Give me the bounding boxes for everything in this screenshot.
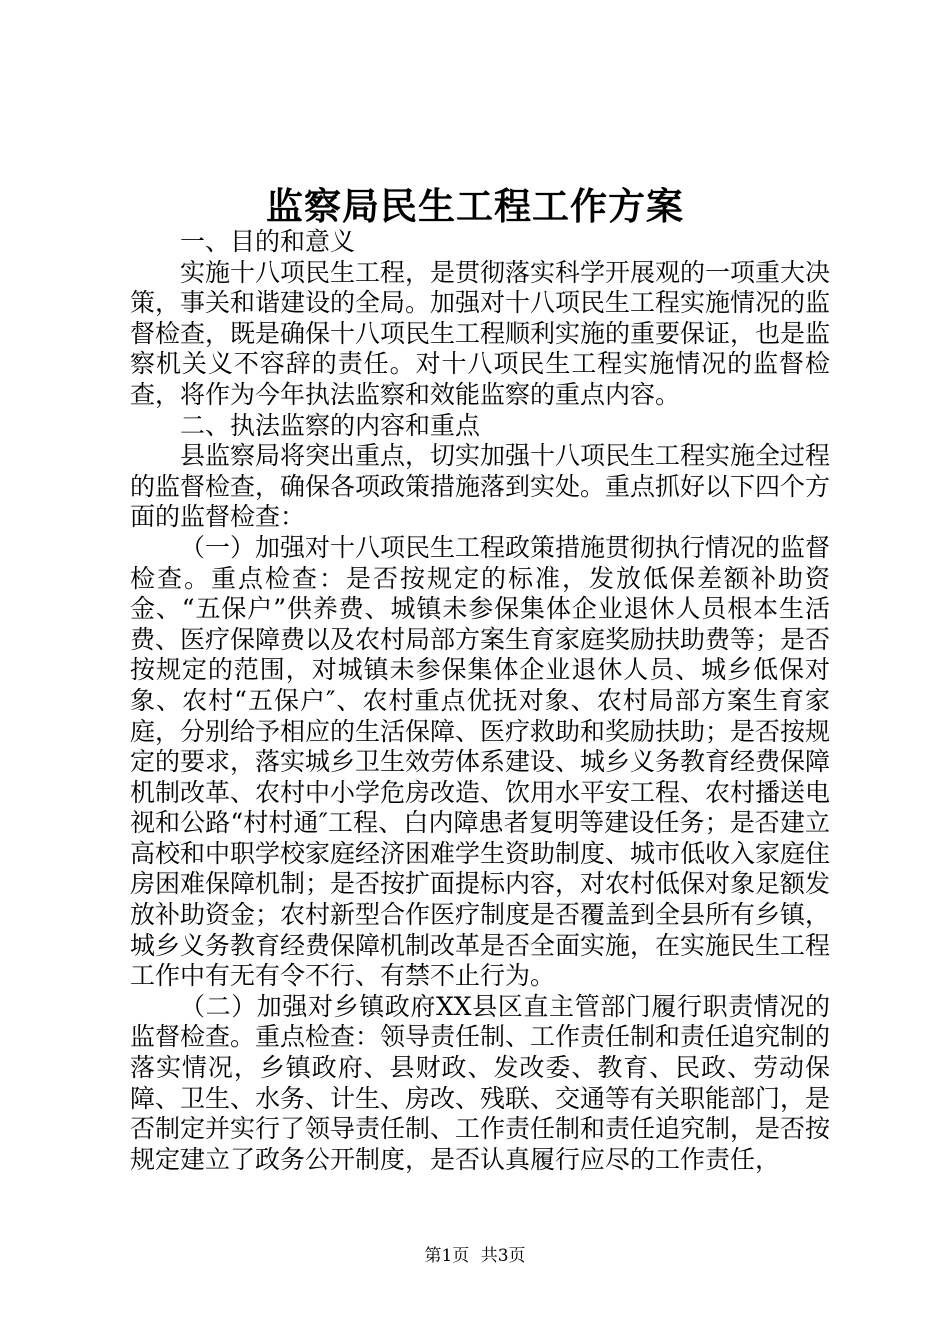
paragraph-item-one: （一）加强对十八项民生工程政策措施贯彻执行情况的监督检查。重点检查：是否按规定的标准，发放低保差额补助资金、“五保户”供养费、城镇未参保集体企业退休人员根本生活费、医疗保障费以及农村局部方案生育家庭奖励扶助费等；是否按规定的范围，对城镇未参保集体企业退休人员、城乡低保对象、农村“五保户″、农村重点优抚对象、农村局部方案生育家庭，分别给予相应的生活保障、医疗救助和奖励扶助；是否按规定的要求，落实城乡卫生效劳体系建设、城乡义务教育经费保障机制改革、农村中小学危房改造、饮用水平安工程、农村播送电视和公路“村村通″工程、白内障患者复明等建设任务；是否建立高校和中职学校家庭经济困难学生资助制度、城市低收入家庭住房困难保障机制；是否按扩面提标内容，对农村低保对象足额发放补助资金；农村新型合作医疗制度是否覆盖到全县所有乡镇，城乡义务教育经费保障机制改革是否全面实施，在实施民生工程工作中有无有令不行、有禁不止行为。 bbox=[130, 532, 831, 991]
page-footer bbox=[0, 1244, 950, 1268]
paragraph-purpose: 实施十八项民生工程，是贯彻落实科学开展观的一项重大决策，事关和谐建设的全局。加强对十八项民生工程实施情况的监督检查，既是确保十八项民生工程顺利实施的重要保证，也是监察机关义不容辞的责任。对十八项民生工程实施情况的监督检查，将作为今年执法监察和效能监察的重点内容。 bbox=[130, 257, 831, 409]
section-heading-content: 二、执法监察的内容和重点 bbox=[180, 410, 481, 440]
paragraph-item-two: （二）加强对乡镇政府XX县区直主管部门履行职责情况的监督检查。重点检查：领导责任制、工作责任制和责任追究制的落实情况，乡镇政府、县财政、发改委、教育、民政、劳动保障、卫生、水务、计生、房改、残联、交通等有关职能部门，是否制定并实行了领导责任制、工作责任制和责任追究制，是否按规定建立了政务公开制度，是否认真履行应尽的工作责任， bbox=[130, 991, 831, 1174]
section-heading-purpose: 一、目的和意义 bbox=[180, 227, 356, 256]
page-number: 第1页 bbox=[424, 1246, 470, 1266]
paragraph-overview: 县监察局将突出重点，切实加强十八项民生工程实施全过程的监督检查，确保各项政策措施落到实处。重点抓好以下四个方面的监督检查： bbox=[130, 441, 831, 532]
document-body bbox=[130, 227, 830, 1175]
page-total: 共3页 bbox=[480, 1246, 526, 1266]
document-title: 监察局民生工程工作方案 bbox=[266, 184, 684, 228]
